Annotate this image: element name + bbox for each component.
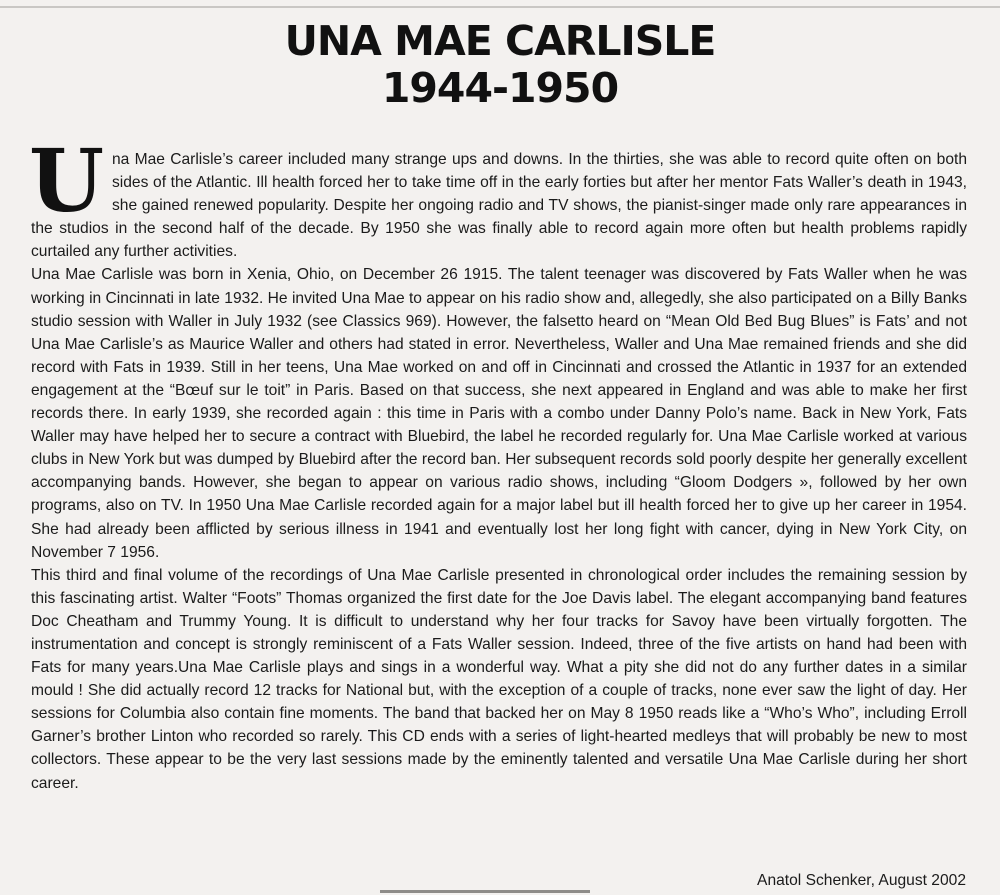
title-artist: UNA MAE CARLISLE [284, 17, 716, 65]
paragraph-biography: Una Mae Carlisle was born in Xenia, Ohio, on December 26 1915. The talent teenager was discovered by Fats Waller when he was working in Cincinnati in late 1932. He invited Una Mae to appear on his radio show and, allegedly, she also participated on a Billy Banks studio session with Waller in July 1932 (see Classics 969). However, the falsetto heard on “Mean Old Bed Bug Blues” is Fats’ and not Una Mae Carlisle’s as Maurice Waller and others had stated in error. Nevertheless, Waller and Una Mae remained friends and she did record with Fats in 1939. Still in her teens, Una Mae worked on and off in Cincinnati and crossed the Atlantic in 1937 for an extended engagement at the “Bœuf sur le toit” in Paris. Based on that success, she next appeared in England and was able to make her first records there. In early 1939, she recorded again : this time in Paris with a combo under Danny Polo’s name. Back in New York, Fats Waller may have helped her to secure a contract with Bluebird, the label he recorded regularly for. Una Mae Carlisle worked at various clubs in New York but was dumped by Bluebird after the record ban. Her subsequent records sold poorly despite her generally excellent accompanying bands. However, she began to appear on various radio shows, including “Gloom Dodgers », followed by her own programs, also on TV. In 1950 Una Mae Carlisle recorded again for a major label but ill health forced her to give up her career in 1954. She had already been afflicted by serious illness in 1941 and eventually lost her long fight with cancer, dying in New York City, on November 7 1956. [31, 266, 967, 561]
paragraph-intro [29, 131, 967, 263]
article-body [29, 131, 967, 795]
paragraph-volume-notes: This third and final volume of the recordings of Una Mae Carlisle presented in chronological order includes the remaining session by this fascinating artist. Walter “Foots” Thomas organized the first date for the Joe Davis label. The elegant accompanying band features Doc Cheatham and Trummy Young. It is difficult to understand why her four tracks for Savoy have been virtually forgotten. The instrumentation and concept is strongly reminiscent of a Fats Waller session. Indeed, three of the five artists on hand had been with Fats for many years.Una Mae Carlisle plays and sings in a wonderful way. What a pity she did not do any further dates in a similar mould ! She did actually record 12 tracks for National but, with the exception of a couple of tracks, none ever saw the light of day. Her sessions for Columbia also contain fine moments. The band that backed her on May 8 1950 reads like a “Who’s Who”, including Erroll Garner’s brother Linton who recorded so rarely. This CD ends with a series of light-hearted medleys that will probably be new to most collectors. These appear to be the very last sessions made by the eminently talented and versatile Una Mae Carlisle during her short career. [31, 566, 967, 792]
drop-cap: U [29, 131, 104, 232]
top-divider [0, 6, 1000, 8]
author-signature: Anatol Schenker, August 2002 [757, 872, 966, 889]
bottom-edge-mark [380, 890, 590, 893]
title-years: 1944-1950 [381, 64, 619, 112]
paragraph-intro-text: na Mae Carlisle’s career included many strange ups and downs. In the thirties, she was able to record quite often on both sides of the Atlantic. Ill health forced her to take time off in the early forties but after her mentor Fats Waller’s death in 1943, she gained renewed popularity. Despite her ongoing radio and TV shows, the pianist-singer made only rare appearances in the studios in the second half of the decade. By 1950 she was finally able to record again more often but health problems rapidly curtailed any further activities. [31, 151, 967, 261]
page-title [0, 18, 1000, 112]
